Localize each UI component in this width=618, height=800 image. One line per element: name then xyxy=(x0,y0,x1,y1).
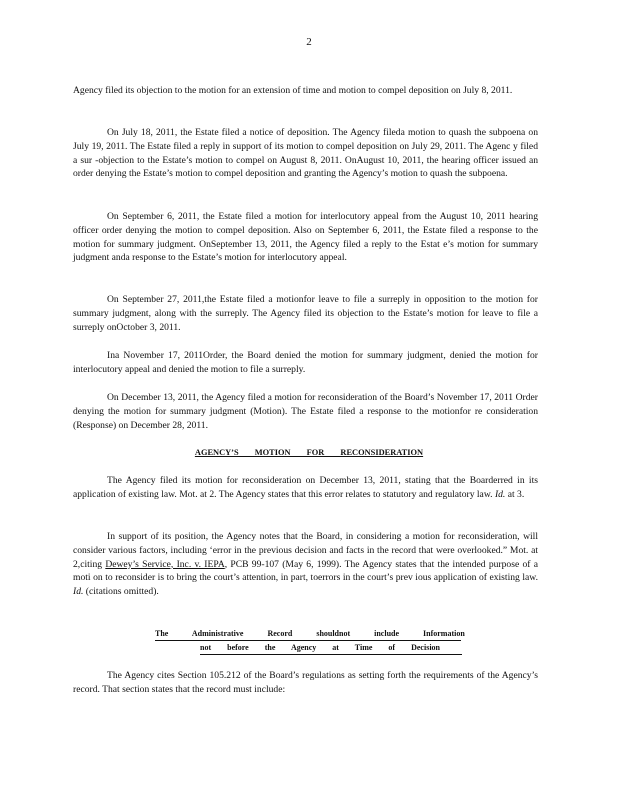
subheading-line-2: not before the Agency at Time of Decision xyxy=(200,643,440,652)
paragraph-6: On December 13, 2011, the Agency filed a motion for reconsideration of the Board’s November 17, 2011 Order denying the motion for summary judgment (Motion). The Estate filed a response to the motionfor re consideration (Response) on December 28, 2011. xyxy=(73,392,538,431)
subheading-rule-1 xyxy=(155,640,461,641)
paragraph-4: On September 27, 2011,the Estate filed a motionfor leave to file a surreply in opposition to the motion for summary judgment, along with the surreply. The Agency filed its objection to the Estate’s motion for leave to file a surreply onOctober 3, 2011. xyxy=(73,294,538,333)
section-heading-reconsideration xyxy=(0,448,618,457)
paragraph-2: On July 18, 2011, the Estate filed a notice of deposition. The Agency fileda motion to quash the subpoena on July 19, 2011. The Estate filed a reply in support of its motion to compel deposition on July 29, 2011. The Agenc y filed a sur -objection to the Estate’s motion to compel on August 8, 2011. OnAugust 10, 2011, the hearing officer issued an order denying the Estate’s motion to compel deposition and granting the Agency’s motion to quash the subpoena. xyxy=(73,127,538,180)
section-heading-text: AGENCY’S MOTION FOR RECONSIDERATION xyxy=(194,448,424,457)
subheading-rule-2 xyxy=(200,654,462,655)
citation-id: Id. xyxy=(73,586,84,598)
paragraph-8-text-a: In support of its position, the Agency notes that the Board, in considering a motion for reconsideration, will consider various factors, including ‘error in the previous decision and facts in the record that were overlooked.” Mot. at 2,citing xyxy=(73,531,538,570)
paragraph-8-text-b: , PCB 99-107 (May 6, 1999). The Agency states that the intended purpose of a moti on to reconsider is to bring the court’s attention, in part, toerrors in the court’s prev ious application of existing law. xyxy=(73,558,538,584)
subheading-line-1: The Administrative Record shouldnot include Information xyxy=(155,629,465,638)
paragraph-7-text: The Agency filed its motion for reconsideration on December 13, 2011, stating that the Boarderred in its application of existing law. Mot. at 2. The Agency states that this error relates to statutory and regulatory law. xyxy=(73,475,538,500)
page-number: 2 xyxy=(306,36,312,48)
paragraph-9: The Agency cites Section 105.212 of the Board’s regulations as setting forth the requirements of the Agency’s record. That section states that the record must include: xyxy=(73,670,538,695)
paragraph-1: Agency filed its objection to the motion for an extension of time and motion to compel deposition on July 8, 2011. xyxy=(73,85,513,96)
paragraph-3: On September 6, 2011, the Estate filed a motion for interlocutory appeal from the August 10, 2011 hearing officer order denying the motion to compel deposition. Also on September 6, 2011, the Estate filed a response to the motion for summary judgment. OnSeptember 13, 2011, the Agency filed a reply to the Estat e’s motion for summary judgment anda response to the Estate’s motion for interlocutory appeal. xyxy=(73,211,538,264)
paragraph-5: Ina November 17, 2011Order, the Board denied the motion for summary judgment, denied the motion for interlocutory appeal and denied the motion to file a surreply. xyxy=(73,350,538,375)
case-citation: Dewey’s Service, Inc. v. IEPA xyxy=(105,558,225,570)
paragraph-7 xyxy=(73,474,538,502)
citation-id: Id. xyxy=(494,488,506,500)
citation-note: (citations omitted). xyxy=(85,586,159,598)
paragraph-8 xyxy=(73,530,538,599)
citation-page: at 3. xyxy=(507,488,525,500)
